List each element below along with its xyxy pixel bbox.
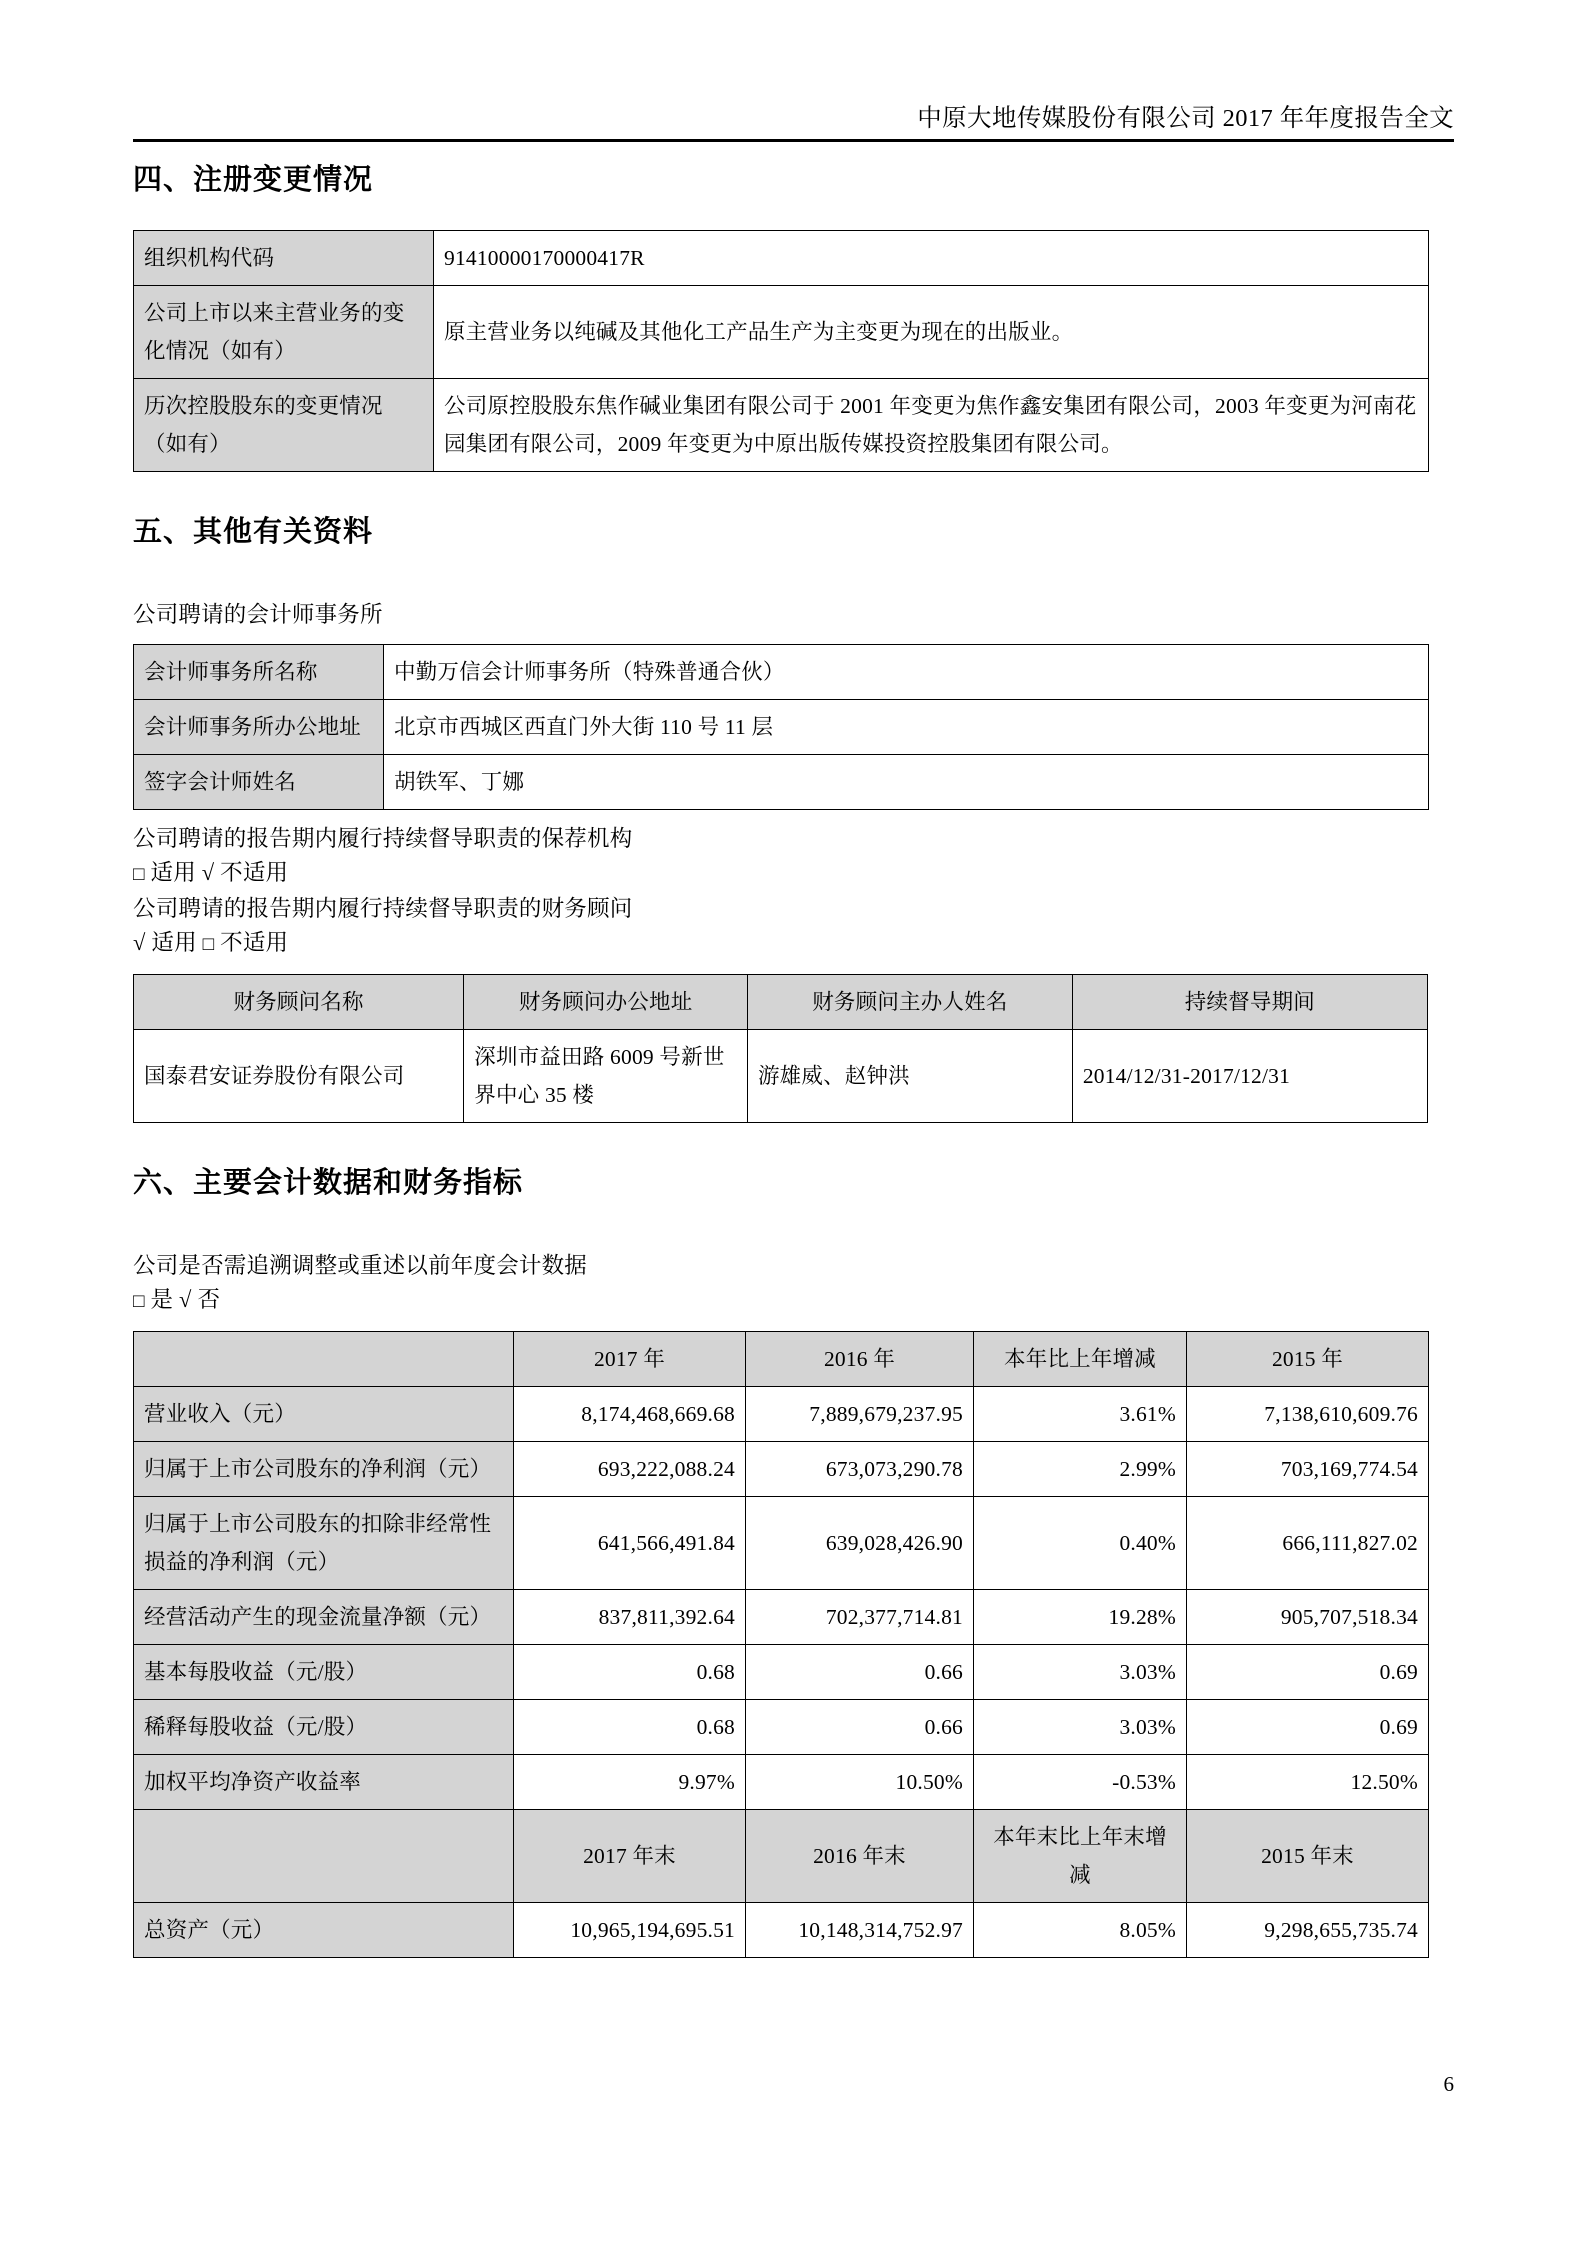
column-header: 2016 年 bbox=[746, 1332, 974, 1387]
column-header: 2017 年末 bbox=[514, 1810, 746, 1903]
row-label: 稀释每股收益（元/股） bbox=[134, 1700, 514, 1755]
row-value: 原主营业务以纯碱及其他化工产品生产为主变更为现在的出版业。 bbox=[434, 286, 1429, 379]
cell-2015: 12.50% bbox=[1187, 1755, 1429, 1810]
row-label: 营业收入（元） bbox=[134, 1387, 514, 1442]
restate-question: 公司是否需追溯调整或重述以前年度会计数据 bbox=[133, 1253, 588, 1278]
row-label: 经营活动产生的现金流量净额（元） bbox=[134, 1590, 514, 1645]
column-header: 财务顾问名称 bbox=[134, 975, 464, 1030]
table-row bbox=[134, 645, 1429, 700]
cell-2016: 10,148,314,752.97 bbox=[746, 1903, 974, 1958]
column-header: 财务顾问主办人姓名 bbox=[747, 975, 1072, 1030]
row-value: 91410000170000417R bbox=[434, 231, 1429, 286]
label-applicable-advisor: 适用 bbox=[151, 930, 197, 955]
table-row bbox=[134, 1442, 1429, 1497]
column-header: 财务顾问办公地址 bbox=[464, 975, 748, 1030]
table-row bbox=[134, 1903, 1429, 1958]
cell-2015: 666,111,827.02 bbox=[1187, 1497, 1429, 1590]
table-row bbox=[134, 1755, 1429, 1810]
row-label: 签字会计师姓名 bbox=[134, 755, 384, 810]
table-row bbox=[134, 1590, 1429, 1645]
restate-answer-line bbox=[133, 1283, 1428, 1319]
advisor-question: 公司聘请的报告期内履行持续督导职责的财务顾问 bbox=[133, 896, 633, 921]
column-header: 2016 年末 bbox=[746, 1810, 974, 1903]
cell-2016: 7,889,679,237.95 bbox=[746, 1387, 974, 1442]
row-label: 归属于上市公司股东的扣除非经常性损益的净利润（元） bbox=[134, 1497, 514, 1590]
cell-2015: 905,707,518.34 bbox=[1187, 1590, 1429, 1645]
sponsor-answer-line bbox=[133, 856, 1428, 892]
header-rule bbox=[133, 139, 1454, 142]
checkbox-no-restate[interactable]: √ bbox=[179, 1287, 192, 1312]
cell-change: 2.99% bbox=[974, 1442, 1187, 1497]
label-not-applicable-sponsor: 不适用 bbox=[220, 860, 289, 885]
table-row bbox=[134, 231, 1429, 286]
row-label: 基本每股收益（元/股） bbox=[134, 1645, 514, 1700]
registration-change-table bbox=[133, 230, 1429, 472]
column-header: 持续督导期间 bbox=[1072, 975, 1427, 1030]
row-label: 会计师事务所办公地址 bbox=[134, 700, 384, 755]
page-number: 6 bbox=[1443, 2072, 1454, 2096]
main-financial-data-table bbox=[133, 1331, 1429, 1958]
checkbox-not-applicable-sponsor[interactable]: √ bbox=[201, 860, 215, 885]
checkbox-yes-restate[interactable]: □ bbox=[133, 1291, 145, 1312]
cell-advisor-name: 国泰君安证券股份有限公司 bbox=[134, 1030, 464, 1123]
column-header bbox=[134, 1332, 514, 1387]
cell-2016: 0.66 bbox=[746, 1700, 974, 1755]
page-content bbox=[133, 160, 1428, 1958]
table-row bbox=[134, 1645, 1429, 1700]
section-title-five: 五、其他有关资料 bbox=[133, 516, 374, 548]
cell-2015: 703,169,774.54 bbox=[1187, 1442, 1429, 1497]
column-header: 本年比上年增减 bbox=[974, 1332, 1187, 1387]
column-header: 本年末比上年末增减 bbox=[974, 1810, 1187, 1903]
row-label: 会计师事务所名称 bbox=[134, 645, 384, 700]
row-value: 中勤万信会计师事务所（特殊普通合伙） bbox=[384, 645, 1429, 700]
table-header-row-period-end bbox=[134, 1810, 1429, 1903]
cell-2015: 7,138,610,609.76 bbox=[1187, 1387, 1429, 1442]
row-label: 归属于上市公司股东的净利润（元） bbox=[134, 1442, 514, 1497]
label-applicable-sponsor: 适用 bbox=[150, 860, 196, 885]
accounting-firm-table bbox=[133, 644, 1429, 810]
table-row bbox=[134, 379, 1429, 472]
cell-change: 3.03% bbox=[974, 1700, 1187, 1755]
accounting-firm-intro: 公司聘请的会计师事务所 bbox=[133, 602, 383, 627]
cell-2017: 10,965,194,695.51 bbox=[514, 1903, 746, 1958]
table-row bbox=[134, 755, 1429, 810]
table-row bbox=[134, 1700, 1429, 1755]
sponsor-question: 公司聘请的报告期内履行持续督导职责的保荐机构 bbox=[133, 826, 633, 851]
row-label: 总资产（元） bbox=[134, 1903, 514, 1958]
row-value: 北京市西城区西直门外大街 110 号 11 层 bbox=[384, 700, 1429, 755]
column-header: 2015 年末 bbox=[1187, 1810, 1429, 1903]
checkbox-applicable-advisor[interactable]: √ bbox=[133, 930, 146, 955]
table-row bbox=[134, 1497, 1429, 1590]
table-row bbox=[134, 700, 1429, 755]
row-label: 公司上市以来主营业务的变化情况（如有） bbox=[134, 286, 434, 379]
advisor-answer-line bbox=[133, 926, 1428, 962]
row-value: 公司原控股股东焦作碱业集团有限公司于 2001 年变更为焦作鑫安集团有限公司，2003 年变更为河南花园集团有限公司，2009 年变更为中原出版传媒投资控股集团有限公司。 bbox=[434, 379, 1429, 472]
cell-2016: 639,028,426.90 bbox=[746, 1497, 974, 1590]
table-row bbox=[134, 1387, 1429, 1442]
checkbox-applicable-sponsor[interactable]: □ bbox=[133, 864, 145, 885]
row-label: 加权平均净资产收益率 bbox=[134, 1755, 514, 1810]
cell-change: 0.40% bbox=[974, 1497, 1187, 1590]
cell-2016: 0.66 bbox=[746, 1645, 974, 1700]
cell-2017: 837,811,392.64 bbox=[514, 1590, 746, 1645]
cell-2015: 9,298,655,735.74 bbox=[1187, 1903, 1429, 1958]
label-yes-restate: 是 bbox=[150, 1287, 174, 1312]
cell-2017: 641,566,491.84 bbox=[514, 1497, 746, 1590]
table-row bbox=[134, 286, 1429, 379]
cell-2017: 8,174,468,669.68 bbox=[514, 1387, 746, 1442]
row-label: 历次控股股东的变更情况（如有） bbox=[134, 379, 434, 472]
cell-2017: 9.97% bbox=[514, 1755, 746, 1810]
checkbox-not-applicable-advisor[interactable]: □ bbox=[202, 934, 215, 955]
column-header bbox=[134, 1810, 514, 1903]
cell-2017: 693,222,088.24 bbox=[514, 1442, 746, 1497]
page-header bbox=[133, 104, 1454, 150]
financial-advisor-table bbox=[133, 974, 1428, 1123]
column-header: 2017 年 bbox=[514, 1332, 746, 1387]
cell-change: 3.61% bbox=[974, 1387, 1187, 1442]
column-header: 2015 年 bbox=[1187, 1332, 1429, 1387]
header-title: 中原大地传媒股份有限公司 2017 年年度报告全文 bbox=[917, 105, 1454, 132]
cell-advisor-address: 深圳市益田路 6009 号新世界中心 35 楼 bbox=[464, 1030, 748, 1123]
cell-advisor-person: 游雄威、赵钟洪 bbox=[747, 1030, 1072, 1123]
cell-2016: 673,073,290.78 bbox=[746, 1442, 974, 1497]
label-not-applicable-advisor: 不适用 bbox=[220, 930, 289, 955]
row-label: 组织机构代码 bbox=[134, 231, 434, 286]
table-header-row bbox=[134, 975, 1428, 1030]
cell-2016: 10.50% bbox=[746, 1755, 974, 1810]
cell-2015: 0.69 bbox=[1187, 1700, 1429, 1755]
table-header-row-annual bbox=[134, 1332, 1429, 1387]
cell-advisor-period: 2014/12/31-2017/12/31 bbox=[1072, 1030, 1427, 1123]
cell-2017: 0.68 bbox=[514, 1700, 746, 1755]
cell-change: 3.03% bbox=[974, 1645, 1187, 1700]
cell-change: 8.05% bbox=[974, 1903, 1187, 1958]
row-value: 胡铁军、丁娜 bbox=[384, 755, 1429, 810]
cell-change: 19.28% bbox=[974, 1590, 1187, 1645]
cell-2017: 0.68 bbox=[514, 1645, 746, 1700]
cell-2016: 702,377,714.81 bbox=[746, 1590, 974, 1645]
cell-change: -0.53% bbox=[974, 1755, 1187, 1810]
label-no-restate: 否 bbox=[197, 1287, 221, 1312]
cell-2015: 0.69 bbox=[1187, 1645, 1429, 1700]
table-row bbox=[134, 1030, 1428, 1123]
section-title-four: 四、注册变更情况 bbox=[133, 164, 374, 196]
section-title-six: 六、主要会计数据和财务指标 bbox=[133, 1167, 524, 1199]
